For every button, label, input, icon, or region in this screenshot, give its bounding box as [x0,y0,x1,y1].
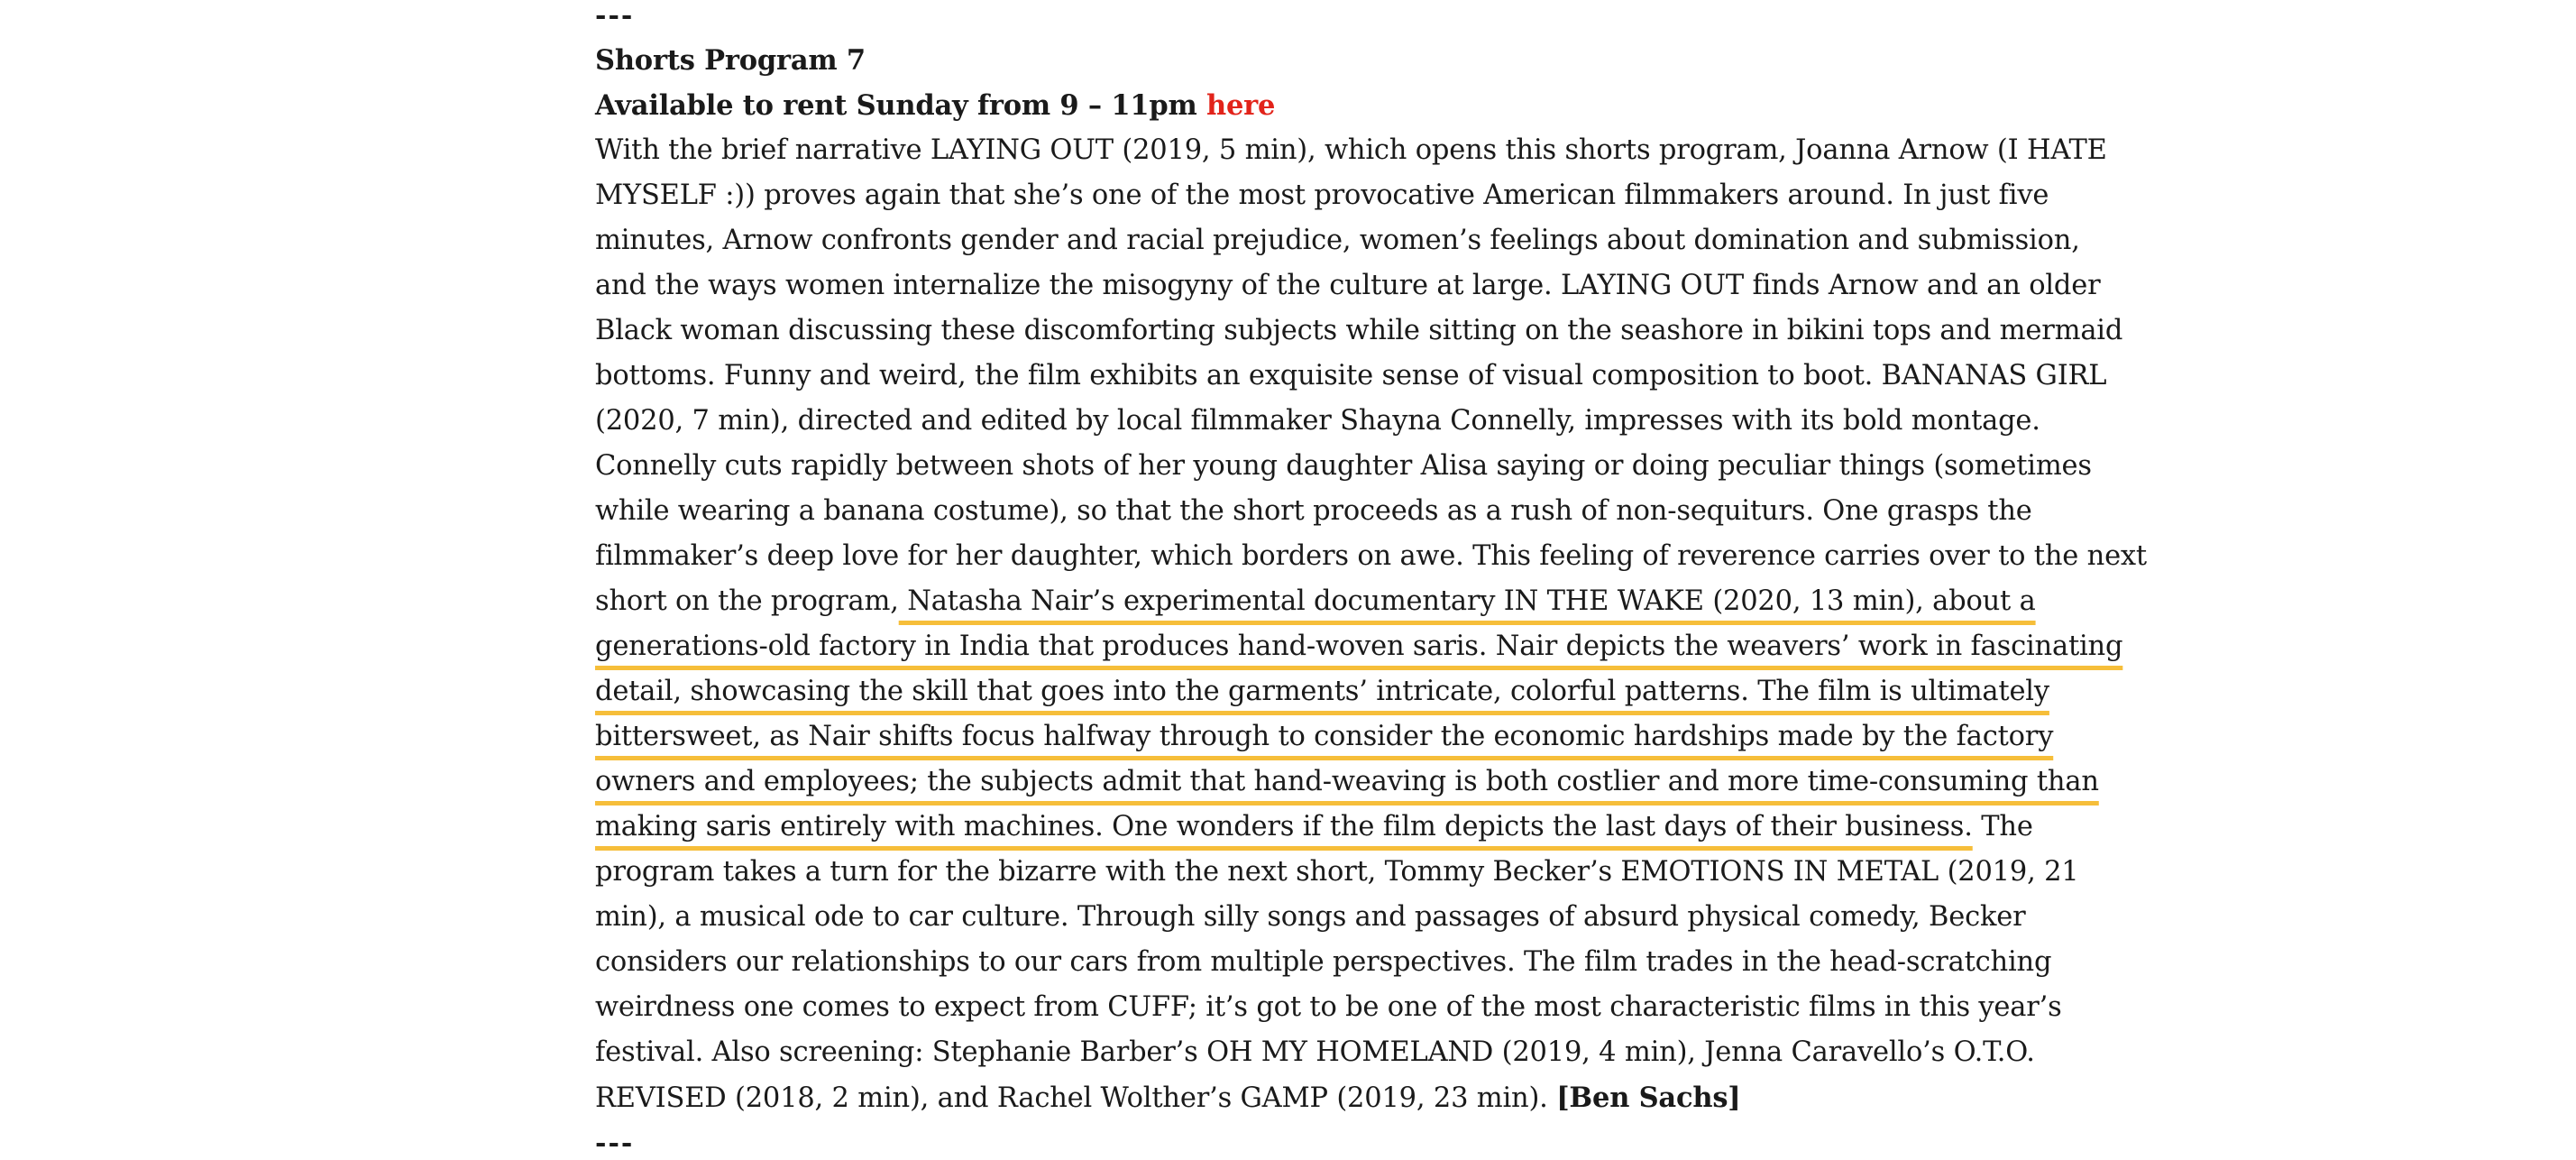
body-text: With the brief narrative LAYING OUT (2019, 5 min), which opens this shorts program, Joanna Arnow (I HATE [595,134,2107,166]
body-text: considers our relationships to our cars from multiple perspectives. The film trades in the head-scratching [595,946,2052,978]
body-line [595,308,2123,354]
body-line [595,263,2101,308]
rent-link[interactable]: here [1206,89,1276,122]
body-line [595,714,2054,760]
program-title: Shorts Program 7 [595,44,866,77]
body-text: REVISED (2018, 2 min), and Rachel Wolther’s GAMP (2019, 23 min). [595,1082,1557,1114]
body-line [595,534,2147,579]
body-line [595,895,2026,940]
body-line [595,218,2080,263]
body-line [595,173,2049,218]
availability-text: Available to rent Sunday from 9 – 11pm [595,89,1206,122]
body-text: bottoms. Funny and weird, the film exhibits an exquisite sense of visual composition to boot. BANANAS GIRL [595,360,2107,391]
body-line [595,489,2032,534]
body-text: while wearing a banana costume), so that the short proceeds as a rush of non-sequiturs. One grasps the [595,495,2032,527]
body-text: program takes a turn for the bizarre with the next short, Tommy Becker’s EMOTIONS IN METAL (2019, 21 [595,856,2079,888]
body-line [595,669,2049,714]
body-line [595,128,2107,173]
body-text: The [1972,811,2033,842]
body-text: weirdness one comes to expect from CUFF; it’s got to be one of the most characteristic films in this year’s [595,991,2062,1023]
highlighted-text: detail, showcasing the skill that goes into the garments’ intricate, colorful patterns. The film is ultimately [595,676,2049,707]
highlighted-text: generations-old factory in India that produces hand-woven saris. Nair depicts the weavers’ work in fascinating [595,631,2123,662]
body-line [595,444,2092,489]
body-text: min), a musical ode to car culture. Through silly songs and passages of absurd physical comedy, Becker [595,901,2026,933]
availability-line [595,83,2002,128]
body-text: short on the program, [595,585,899,617]
byline: [Ben Sachs] [1556,1082,1741,1114]
article [595,38,2147,1120]
body-line [595,940,2052,985]
body-text: MYSELF :)) proves again that she’s one of the most provocative American filmmakers around. In just five [595,180,2049,211]
article-body [595,128,2147,1120]
body-line [595,624,2123,669]
separator-bottom: --- [595,1128,635,1159]
body-text: (2020, 7 min), directed and edited by local filmmaker Shayna Connelly, impresses with its bold montage. [595,405,2040,437]
body-line [595,579,2036,624]
body-text: Black woman discussing these discomforting subjects while sitting on the seashore in bikini tops and mermaid [595,315,2123,346]
body-text: minutes, Arnow confronts gender and racial prejudice, women’s feelings about domination and submission, [595,225,2080,256]
highlighted-text: bittersweet, as Nair shifts focus halfway through to consider the economic hardships made by the factory [595,721,2054,752]
body-line [595,805,2033,850]
body-line [595,399,2040,444]
highlighted-text: owners and employees; the subjects admit that hand-weaving is both costlier and more time-consuming than [595,766,2099,797]
body-line [595,850,2079,895]
body-text: filmmaker’s deep love for her daughter, which borders on awe. This feeling of reverence carries over to the next [595,540,2147,572]
body-line [595,1030,2035,1075]
highlighted-text: making saris entirely with machines. One wonders if the film depicts the last days of their business. [595,811,1973,842]
highlighted-text: Natasha Nair’s experimental documentary IN THE WAKE (2020, 13 min), about a [898,585,2036,617]
body-line [595,1075,2002,1120]
body-line [595,985,2062,1030]
body-line [595,760,2099,805]
body-text: and the ways women internalize the misogyny of the culture at large. LAYING OUT finds Arnow and an older [595,270,2101,301]
body-text: Connelly cuts rapidly between shots of her young daughter Alisa saying or doing peculiar things (sometimes [595,450,2092,482]
body-line [595,354,2107,399]
separator-top: --- [595,0,635,32]
body-text: festival. Also screening: Stephanie Barber’s OH MY HOMELAND (2019, 4 min), Jenna Caravello’s O.T.O. [595,1036,2035,1068]
